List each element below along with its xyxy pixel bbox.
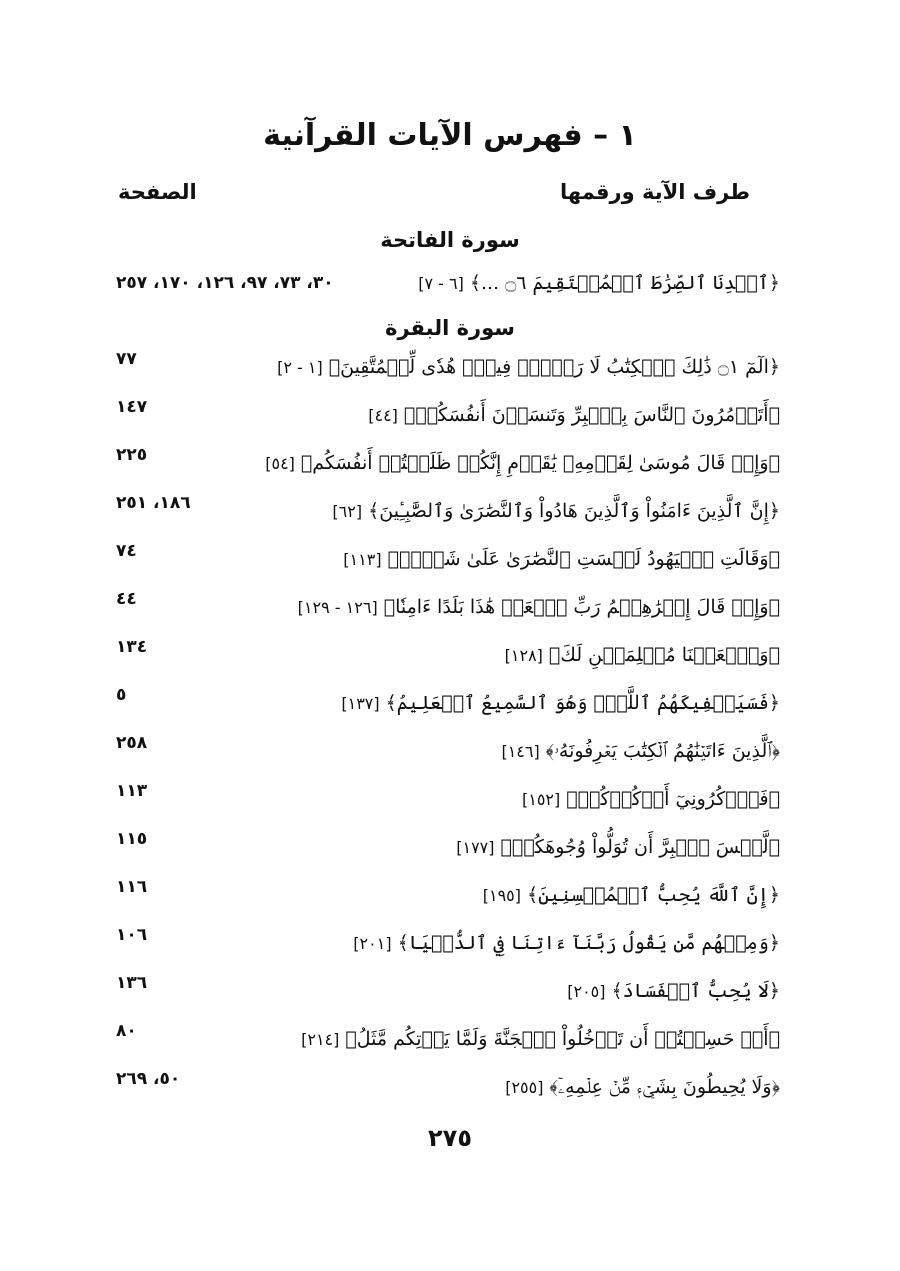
verse-reference: [١٤٦] bbox=[501, 742, 540, 761]
page-numbers: ٢٢٥ bbox=[116, 445, 148, 465]
surah-heading-fatiha: سورة الفاتحة bbox=[380, 228, 520, 252]
verse-text: ﴿إِنَّ ٱللَّهَ يُحِبُّ ٱلۡمُحۡسِنِينَ﴾ bbox=[527, 884, 780, 906]
verse-text: ﴿وَمِنۡهُم مَّن يَقُولُ رَبَّنَآ ءَاتِنَا فِي ٱلدُّنۡيَا﴾ bbox=[397, 932, 780, 954]
verse-reference: [٦ - ٧] bbox=[418, 274, 464, 293]
verse-reference: [١٩٥] bbox=[482, 886, 522, 905]
verse-cell bbox=[277, 352, 780, 383]
verse-reference: [١٥٢] bbox=[521, 790, 561, 809]
verse-cell bbox=[341, 688, 780, 719]
verse-column-header: طرف الآية ورقمها bbox=[559, 180, 750, 204]
page-numbers: ٥ bbox=[116, 685, 127, 705]
index-row bbox=[110, 397, 780, 440]
verse-text: ﴿إِنَّ ٱلَّذِينَ ءَامَنُواْ وَٱلَّذِينَ هَادُواْ وَٱلنَّصَٰرَىٰ وَٱلصَّٰبِـِٔينَ﴾ bbox=[368, 500, 780, 522]
page-numbers: ٧٧ bbox=[116, 349, 137, 369]
verse-cell bbox=[567, 976, 780, 1007]
index-row bbox=[110, 445, 780, 488]
page-column-header: الصفحة bbox=[118, 180, 197, 204]
verse-reference: [٥٤] bbox=[265, 454, 295, 473]
verse-cell bbox=[456, 832, 780, 863]
verse-cell bbox=[418, 268, 780, 299]
verse-text: ﴿لَا يُحِبُّ ٱلۡفَسَادَ﴾ bbox=[611, 980, 780, 1002]
page-numbers: ١٠٦ bbox=[116, 925, 148, 945]
page-numbers: ١١٥ bbox=[116, 829, 148, 849]
index-row bbox=[110, 349, 780, 392]
page-numbers: ١١٣ bbox=[116, 781, 148, 801]
page-numbers: ٧٤ bbox=[116, 541, 137, 561]
verse-cell bbox=[505, 640, 780, 671]
verse-reference: [١٧٧] bbox=[456, 838, 495, 857]
verse-cell bbox=[483, 880, 780, 911]
verse-reference: [٢٥٥] bbox=[505, 1078, 544, 1097]
index-row bbox=[110, 973, 780, 1016]
verse-text: ﴿وَلَا يُحِيطُونَ بِشَيۡءٖ مِّنۡ عِلۡمِهِۦٓ﴾ bbox=[549, 1076, 780, 1098]
verse-cell bbox=[298, 592, 780, 623]
verse-text: ﴿وَإِذۡ قَالَ إِبۡرَٰهِـۧمُ رَبِّ ٱجۡعَلۡ هَٰذَا بَلَدًا ءَامِنٗا﴾ bbox=[383, 596, 780, 618]
index-row bbox=[110, 1069, 780, 1112]
verse-cell bbox=[332, 496, 780, 527]
verse-cell bbox=[301, 1024, 780, 1055]
index-row bbox=[110, 925, 780, 968]
verse-cell bbox=[353, 928, 780, 959]
page-number: ٢٧٥ bbox=[428, 1124, 472, 1152]
page-numbers: ١٨٦، ٢٥١ bbox=[116, 493, 191, 513]
verse-cell bbox=[343, 544, 780, 575]
page-numbers: ٢٥٨ bbox=[116, 733, 148, 753]
page-numbers: ٤٤ bbox=[116, 589, 137, 609]
verse-reference: [٢٠٥] bbox=[567, 982, 606, 1001]
index-row bbox=[110, 829, 780, 872]
verse-cell bbox=[368, 400, 780, 431]
verse-reference: [٤٤] bbox=[368, 406, 398, 425]
verse-reference: [٢١٤] bbox=[301, 1030, 340, 1049]
index-row bbox=[110, 781, 780, 824]
index-row bbox=[110, 589, 780, 632]
verse-text: ﴿أَتَأۡمُرُونَ ٱلنَّاسَ بِٱلۡبِرِّ وَتَنسَوۡنَ أَنفُسَكُمۡ﴾ bbox=[403, 404, 780, 426]
verse-text: ﴿الٓمٓ ۝١ ذَٰلِكَ ٱلۡكِتَٰبُ لَا رَيۡبَۛ فِيهِۛ هُدٗى لِّلۡمُتَّقِينَ﴾ bbox=[328, 356, 780, 378]
verse-text: ﴿ٱهۡدِنَا ٱلصِّرَٰطَ ٱلۡمُسۡتَقِيمَ ۝٦ ...﴾ bbox=[469, 272, 780, 294]
verse-text: ﴿لَّيۡسَ ٱلۡبِرَّ أَن تُوَلُّواْ وُجُوهَكُمۡ﴾ bbox=[500, 836, 780, 858]
verse-text: ﴿أَمۡ حَسِبۡتُمۡ أَن تَدۡخُلُواْ ٱلۡجَنَّةَ وَلَمَّا يَأۡتِكُم مَّثَلُ﴾ bbox=[345, 1028, 780, 1050]
index-row bbox=[110, 1021, 780, 1064]
verse-reference: [٢٠١] bbox=[353, 934, 392, 953]
index-row bbox=[110, 877, 780, 920]
verse-text: ﴿فَٱذۡكُرُونِيٓ أَذۡكُرۡكُمۡ﴾ bbox=[566, 788, 780, 810]
index-row bbox=[110, 733, 780, 776]
verse-reference: [١٣٧] bbox=[341, 694, 380, 713]
verse-reference: [٦٢] bbox=[332, 502, 363, 521]
index-row bbox=[110, 268, 780, 308]
index-row bbox=[110, 541, 780, 584]
page-numbers: ٥٠، ٢٦٩ bbox=[116, 1069, 181, 1089]
surah-heading-baqarah: سورة البقرة bbox=[385, 316, 515, 340]
page-numbers: ٣٠، ٧٣، ٩٧، ١٢٦، ١٧٠، ٢٥٧ bbox=[116, 273, 334, 293]
verse-reference: [١ - ٢] bbox=[277, 358, 323, 377]
verse-reference: [١٢٦ - ١٢٩] bbox=[297, 598, 378, 617]
verse-cell bbox=[265, 448, 780, 479]
page-title: ١ – فهرس الآيات القرآنية bbox=[263, 118, 637, 153]
index-row bbox=[110, 685, 780, 728]
verse-cell bbox=[501, 736, 780, 767]
verse-reference: [١٢٨] bbox=[504, 646, 543, 665]
verse-text: ﴿فَسَيَكۡفِيكَهُمُ ٱللَّهُۚ وَهُوَ ٱلسَّمِيعُ ٱلۡعَلِيمُ﴾ bbox=[385, 692, 780, 714]
index-row bbox=[110, 637, 780, 680]
index-row bbox=[110, 493, 780, 536]
page-numbers: ١١٦ bbox=[116, 877, 148, 897]
verse-reference: [١١٣] bbox=[343, 550, 382, 569]
verse-text: ﴿وَقَالَتِ ٱلۡيَهُودُ لَيۡسَتِ ٱلنَّصَٰرَىٰ عَلَىٰ شَيۡءٖ﴾ bbox=[387, 548, 780, 570]
verse-cell bbox=[505, 1072, 780, 1103]
page-numbers: ١٣٤ bbox=[116, 637, 148, 657]
verse-text: ﴿ٱلَّذِينَ ءَاتَيۡنَٰهُمُ ٱلۡكِتَٰبَ يَعۡرِفُونَهُۥ﴾ bbox=[545, 740, 780, 762]
page-numbers: ٨٠ bbox=[116, 1021, 137, 1041]
verse-cell bbox=[522, 784, 780, 815]
page-numbers: ١٣٦ bbox=[116, 973, 148, 993]
verse-text: ﴿وَإِذۡ قَالَ مُوسَىٰ لِقَوۡمِهِۦ يَٰقَوۡمِ إِنَّكُمۡ ظَلَمۡتُمۡ أَنفُسَكُم﴾ bbox=[300, 452, 780, 474]
verse-text: ﴿وَٱجۡعَلۡنَا مُسۡلِمَيۡنِ لَكَ﴾ bbox=[548, 644, 780, 666]
page-numbers: ١٤٧ bbox=[116, 397, 148, 417]
